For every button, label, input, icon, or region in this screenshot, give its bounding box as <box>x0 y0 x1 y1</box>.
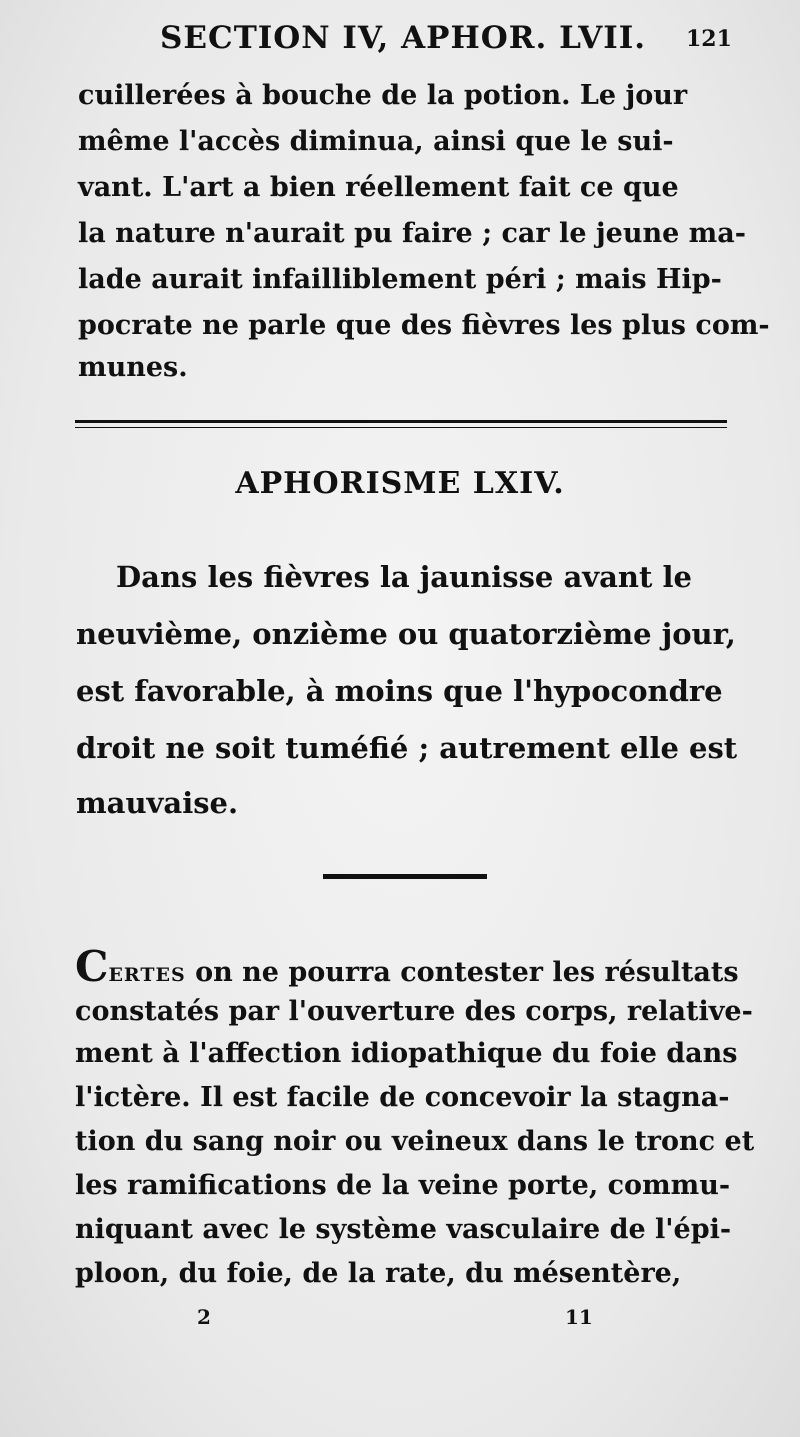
smallcaps-word: ertes <box>108 957 186 988</box>
running-title: SECTION IV, APHOR. LVII. <box>160 20 647 56</box>
text-line: lade aurait infailliblement péri ; mais Hip- <box>78 264 722 295</box>
drop-cap: C <box>75 942 109 991</box>
text-line: tion du sang noir ou veineux dans le tronc et <box>75 1126 755 1157</box>
running-head <box>0 20 800 64</box>
text-line: neuvième, onzième ou quatorzième jour, <box>76 617 736 651</box>
section-divider <box>75 420 727 428</box>
text-line: la nature n'aurait pu faire ; car le jeune ma- <box>78 218 746 249</box>
page-number: 121 <box>686 26 732 52</box>
short-divider <box>323 874 487 879</box>
text-line: l'ictère. Il est facile de concevoir la stagna- <box>75 1082 730 1113</box>
text-line: ment à l'affection idiopathique du foie dans <box>75 1038 738 1069</box>
text-line: Dans les fièvres la jaunisse avant le <box>116 560 692 594</box>
text-line <box>75 942 739 991</box>
line-rest: on ne pourra contester les résultats <box>185 957 739 988</box>
text-line: pocrate ne parle que des fièvres les plus com- <box>78 310 770 341</box>
text-line: munes. <box>78 352 188 383</box>
text-line: ploon, du foie, de la rate, du mésentère, <box>75 1258 682 1289</box>
text-line: est favorable, à moins que l'hypocondre <box>76 674 723 708</box>
text-line: niquant avec le système vasculaire de l'épi- <box>75 1214 732 1245</box>
text-line: cuillerées à bouche de la potion. Le jour <box>78 80 688 111</box>
text-line: vant. L'art a bien réellement fait ce que <box>78 172 679 203</box>
aphorism-heading: APHORISME LXIV. <box>235 466 565 501</box>
text-line: les ramifications de la veine porte, commu- <box>75 1170 731 1201</box>
text-line: mauvaise. <box>76 786 239 820</box>
text-line: constatés par l'ouverture des corps, relative- <box>75 996 753 1027</box>
signature-marks <box>0 1305 800 1335</box>
text-line: même l'accès diminua, ainsi que le sui- <box>78 126 674 157</box>
signature-right: 11 <box>565 1305 593 1329</box>
text-line: droit ne soit tuméfié ; autrement elle est <box>76 731 738 765</box>
signature-left: 2 <box>197 1305 211 1329</box>
